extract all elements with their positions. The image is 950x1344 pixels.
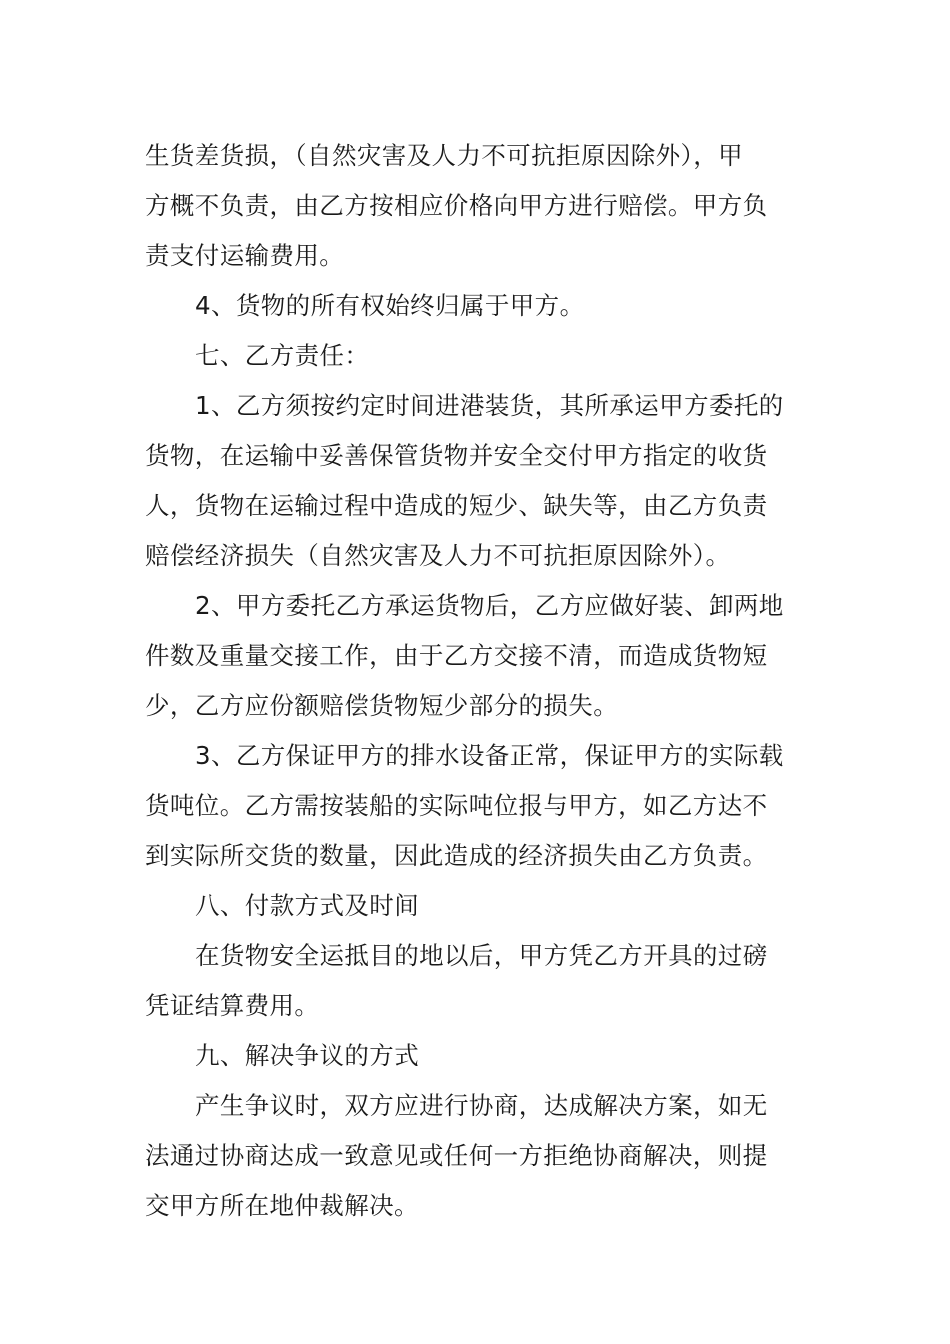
list-item-3: 3、乙方保证甲方的排水设备正常，保证甲方的实际载 — [195, 741, 784, 770]
section-heading-eight: 八、付款方式及时间 — [195, 891, 420, 920]
text-line: 货物，在运输中妥善保管货物并安全交付甲方指定的收货 — [145, 441, 768, 470]
text-line: 法通过协商达成一致意见或任何一方拒绝协商解决，则提 — [145, 1141, 768, 1170]
list-item-2: 2、甲方委托乙方承运货物后，乙方应做好装、卸两地 — [195, 591, 784, 620]
paragraph-start: 在货物安全运抵目的地以后，甲方凭乙方开具的过磅 — [195, 941, 768, 970]
section-heading-nine: 九、解决争议的方式 — [195, 1041, 420, 1070]
text-line: 交甲方所在地仲裁解决。 — [145, 1191, 419, 1220]
section-heading-seven: 七、乙方责任： — [195, 341, 370, 370]
text-line: 凭证结算费用。 — [145, 991, 320, 1020]
text-line: 人，货物在运输过程中造成的短少、缺失等，由乙方负责 — [145, 491, 768, 520]
list-item-4: 4、货物的所有权始终归属于甲方。 — [195, 291, 585, 320]
text-line: 货吨位。乙方需按装船的实际吨位报与甲方，如乙方达不 — [145, 791, 768, 820]
paragraph-start: 产生争议时，双方应进行协商，达成解决方案，如无 — [195, 1091, 768, 1120]
document-body — [145, 131, 805, 1231]
text-line: 少，乙方应份额赔偿货物短少部分的损失。 — [145, 691, 619, 720]
text-line: 到实际所交货的数量，因此造成的经济损失由乙方负责。 — [145, 841, 768, 870]
text-line: 生货差货损，（自然灾害及人力不可抗拒原因除外），甲 — [145, 141, 743, 170]
list-item-1: 1、乙方须按约定时间进港装货，其所承运甲方委托的 — [195, 391, 784, 420]
text-line: 责支付运输费用。 — [145, 241, 345, 270]
text-line: 方概不负责，由乙方按相应价格向甲方进行赔偿。甲方负 — [145, 191, 768, 220]
text-line: 件数及重量交接工作，由于乙方交接不清，而造成货物短 — [145, 641, 768, 670]
text-line: 赔偿经济损失（自然灾害及人力不可抗拒原因除外）。 — [145, 541, 731, 570]
